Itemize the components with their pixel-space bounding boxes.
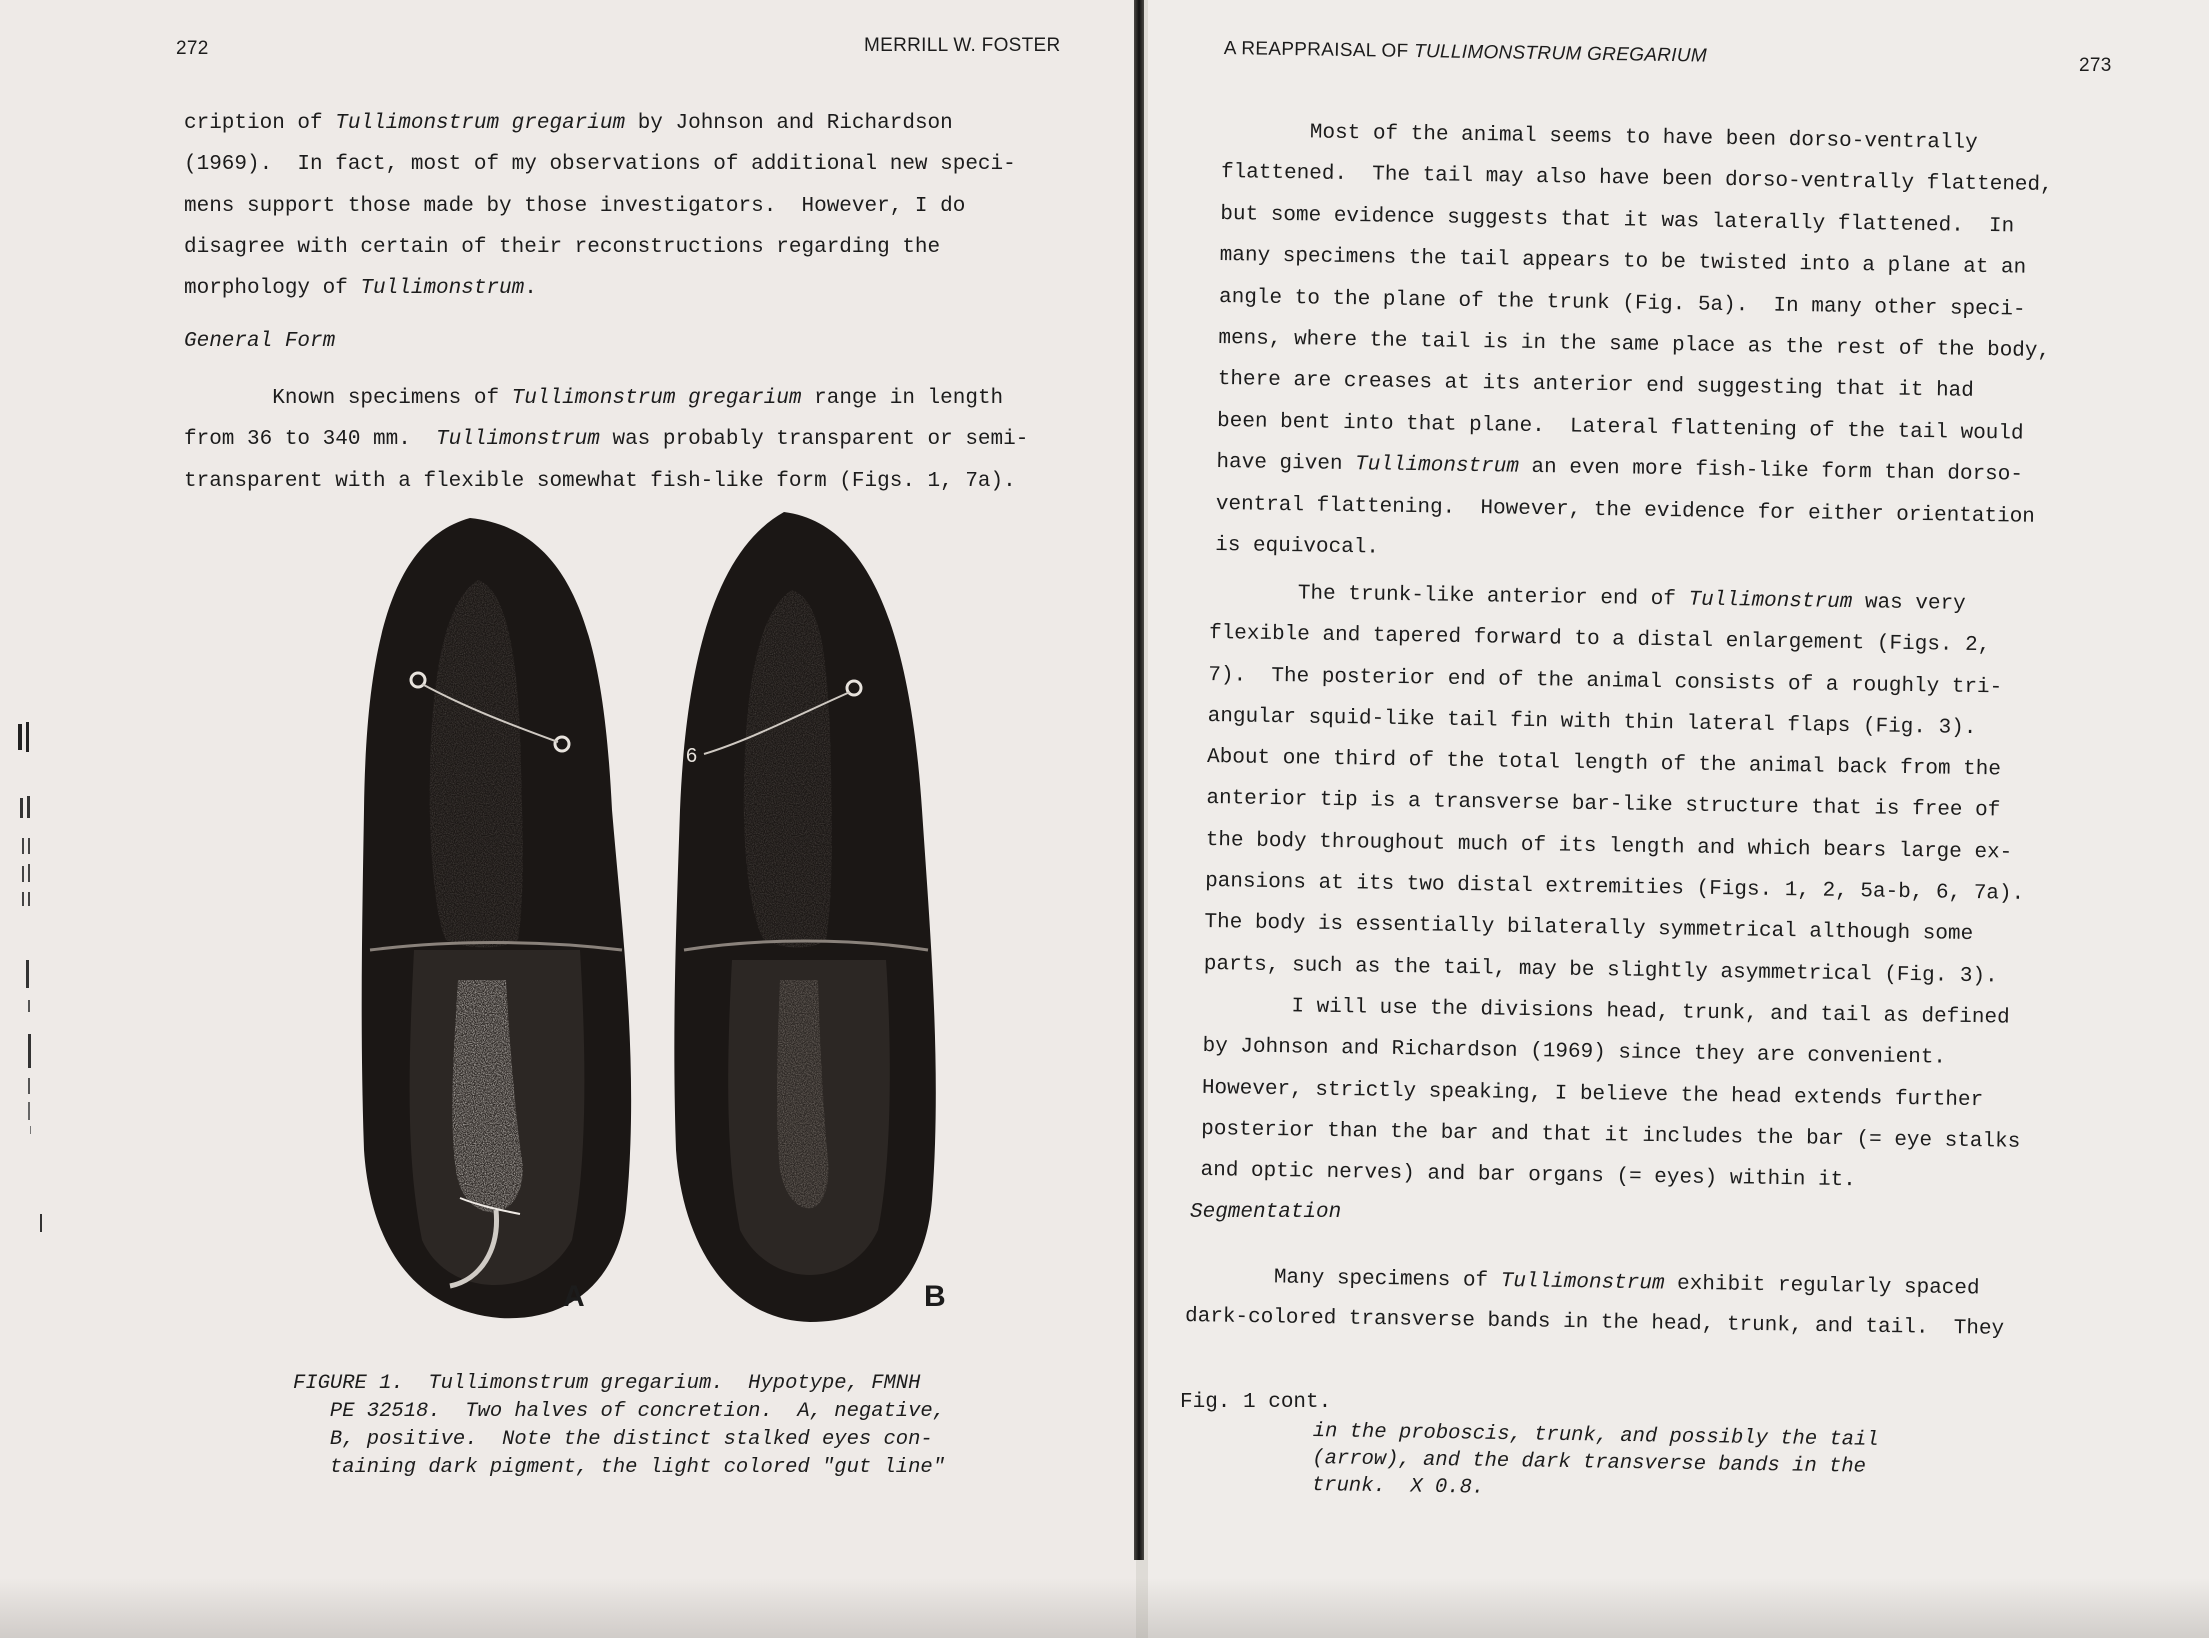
- italic-taxon-name: Tullimonstrum: [1500, 1269, 1665, 1296]
- italic-taxon-name: Tullimonstrum gregarium: [335, 112, 626, 135]
- right-paragraph-2: The trunk-like anterior end of Tullimonstrum was very flexible and tapered forward to a distal enlargement (Figs. 2, 7). The posterior end of the animal consists of a roughly tri- angular squid-like tail fin with thin lateral flaps (Fig. 3). About one third of the total length of the animal back from the anterior tip is a transverse bar-like structure that is free of the body throughout much of its length and which bears large ex- pansions at its two distal extremities (Figs. 1, 2, 5a-b, 6, 7a). The body is essentially bilaterally symmetrical although some parts, such as the tail, may be slightly asymmetrical (Fig. 3). I will use the divisions head, trunk, and tail as defined by Johnson and Richardson (1969) since they are convenient. However, strictly speaking, I believe the head extends further posterior than the bar and that it includes the bar (= eye stalks and optic nerves) and bar organs (= eyes) within it.: [1200, 580, 2025, 1193]
- right-page-number: 273: [2079, 55, 2112, 76]
- section-heading-general-form: General Form: [184, 330, 336, 353]
- right-paragraph-3: Many specimens of Tullimonstrum exhibit regularly spaced dark-colored transverse bands in the head, trunk, and tail. They: [1184, 1264, 2005, 1341]
- left-page-number: 272: [176, 38, 209, 59]
- margin-marks: [14, 720, 54, 1240]
- italic-taxon-name: Tullimonstrum: [436, 428, 600, 452]
- figure-1-continued-caption: in the proboscis, trunk, and possibly the tail (arrow), and the dark transverse bands in the trunk. X 0.8.: [1311, 1419, 1879, 1500]
- figure-1-continued-label: Fig. 1 cont.: [1180, 1391, 1332, 1414]
- italic-taxon-name: Tullimonstrum: [1688, 588, 1853, 615]
- figure-1-specimen-image: [350, 510, 990, 1330]
- scan-shadow: [0, 1578, 2209, 1638]
- right-paragraph-1: Most of the animal seems to have been dorso-ventrally flattened. The tail may also have been dorso-ventrally flattened, but some evidence suggests that it was laterally flattened. In many specimens the tail appears to be twisted into a plane at an angle to the plane of the trunk (Fig. 5a). In many other speci- mens, where the tail is in the same place as the rest of the body, there are creases at its anterior end suggesting that it had been bent into that plane. Lateral flattening of the tail would have given Tullimonstrum an even more fish-like form than dorso- ventral flattening. However, the evidence for either orientation is equivocal.: [1214, 119, 2053, 560]
- right-running-head-prefix: A REAPPRAISAL OF: [1223, 38, 1415, 62]
- right-page: [1148, 0, 2209, 1638]
- section-heading-segmentation: Segmentation: [1190, 1201, 1342, 1224]
- figure-1-caption: FIGURE 1. Tullimonstrum gregarium. Hypotype, FMNH PE 32518. Two halves of concretion. A, negative, B, positive. Note the distinct stalked eyes con- taining dark pigment, the light colored "gut line": [293, 1372, 946, 1479]
- right-running-head: [1224, 38, 1708, 68]
- book-spine: [1134, 0, 1144, 1560]
- svg-text:6: 6: [686, 745, 698, 767]
- figure-label-a: A: [563, 1280, 585, 1313]
- left-paragraph-1: cription of Tullimonstrum gregarium by Johnson and Richardson (1969). In fact, most of my observations of additional new speci- mens support those made by those investigators. However, I do disagree with certain of their reconstructions regarding the morphology of Tullimonstrum.: [184, 112, 1016, 301]
- right-running-head-title: TULLIMONSTRUM GREGARIUM: [1413, 40, 1708, 67]
- left-paragraph-2: Known specimens of Tullimonstrum gregarium range in length from 36 to 340 mm. Tullimonstrum was probably transparent or semi- transparent with a flexible somewhat fish-like form (Figs. 1, 7a).: [184, 387, 1029, 493]
- left-running-head: MERRILL W. FOSTER: [864, 35, 1061, 56]
- italic-taxon-name: Tullimonstrum gregarium: [511, 387, 802, 410]
- italic-taxon-name: Tullimonstrum: [1354, 453, 1520, 479]
- italic-taxon-name: Tullimonstrum: [360, 277, 525, 301]
- specimen-b: [674, 512, 935, 1322]
- figure-label-b: B: [924, 1280, 946, 1313]
- specimen-a: [362, 518, 631, 1318]
